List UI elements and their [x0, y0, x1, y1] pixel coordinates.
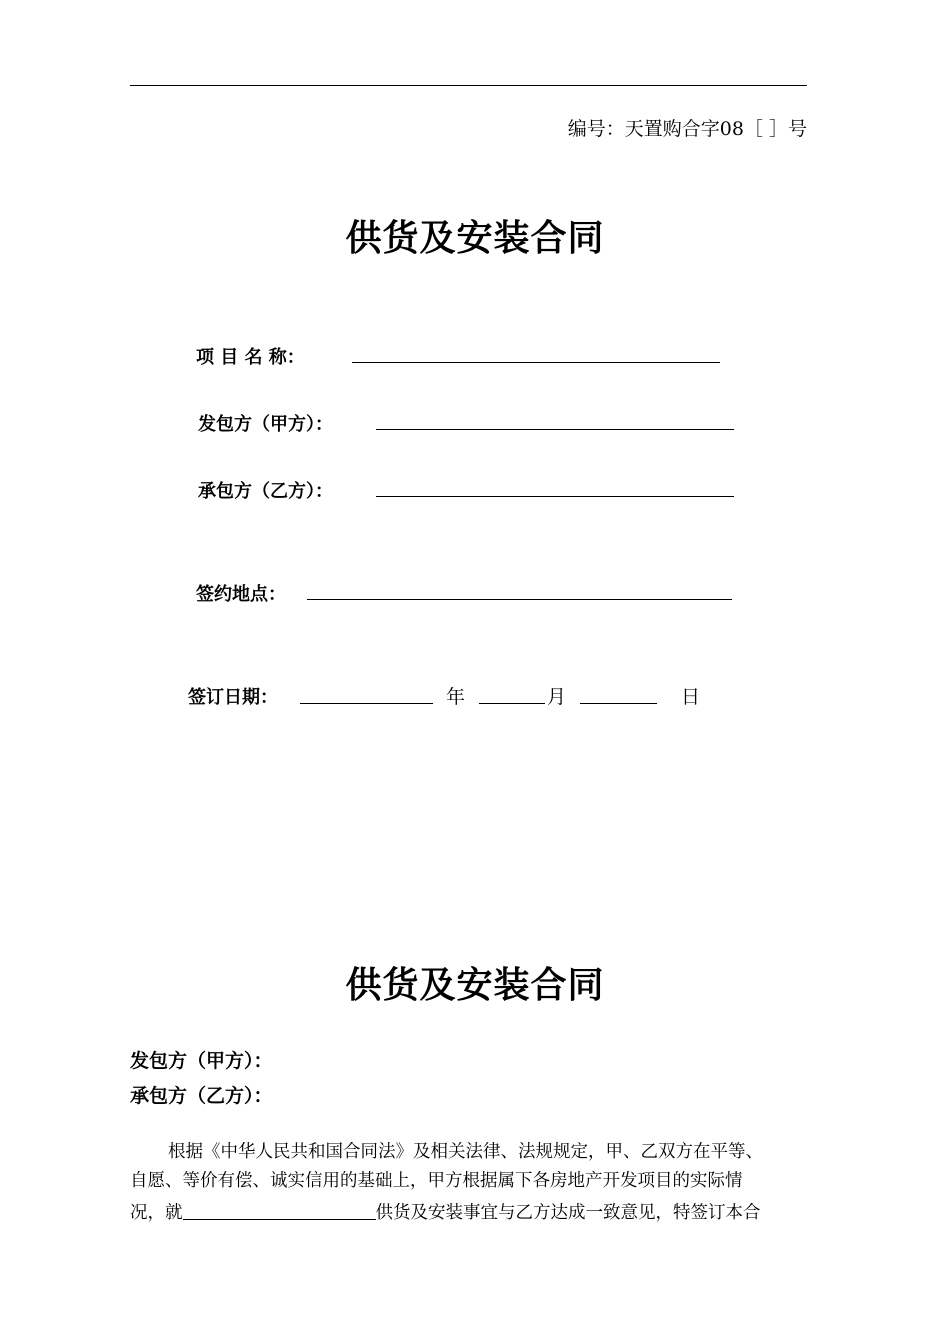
party-a-blank[interactable] [376, 429, 734, 430]
paragraph-line-3-start: 况，就 [130, 1203, 183, 1223]
day-unit: 日 [681, 686, 701, 708]
sign-place-label: 签约地点： [196, 584, 286, 605]
sign-place-blank[interactable] [307, 599, 732, 600]
contract-title: 供货及安装合同 [345, 965, 605, 1006]
year-unit: 年 [446, 686, 466, 708]
paragraph-line-1: 根据《中华人民共和国合同法》及相关法律、法规规定，甲、乙双方在平等、 [168, 1142, 763, 1162]
month-blank[interactable] [479, 703, 545, 704]
paragraph-line-2: 自愿、等价有偿、诚实信用的基础上，甲方根据属下各房地产开发项目的实际情 [130, 1171, 743, 1191]
cover-title: 供货及安装合同 [345, 218, 605, 259]
project-name-blank[interactable] [352, 362, 720, 363]
month-unit: 月 [547, 686, 567, 708]
sign-date-label: 签订日期： [188, 687, 278, 708]
header-rule [130, 85, 807, 86]
project-name-label: 项 目 名 称： [196, 347, 305, 368]
paragraph-line-3-end: 供货及安装事宜与乙方达成一致意见，特签订本合 [375, 1203, 761, 1223]
body-party-b-label: 承包方（乙方）： [130, 1085, 273, 1107]
document-number: 编号：天置购合字08［ ］号 [567, 118, 807, 140]
party-b-blank[interactable] [376, 496, 734, 497]
body-party-a-label: 发包方（甲方）： [130, 1050, 273, 1072]
supply-item-blank[interactable] [183, 1202, 376, 1220]
party-b-label: 承包方（乙方）： [198, 481, 333, 502]
year-blank[interactable] [300, 703, 433, 704]
day-blank[interactable] [580, 703, 657, 704]
paragraph-line-3 [130, 1202, 761, 1223]
party-a-label: 发包方（甲方）： [198, 414, 333, 435]
